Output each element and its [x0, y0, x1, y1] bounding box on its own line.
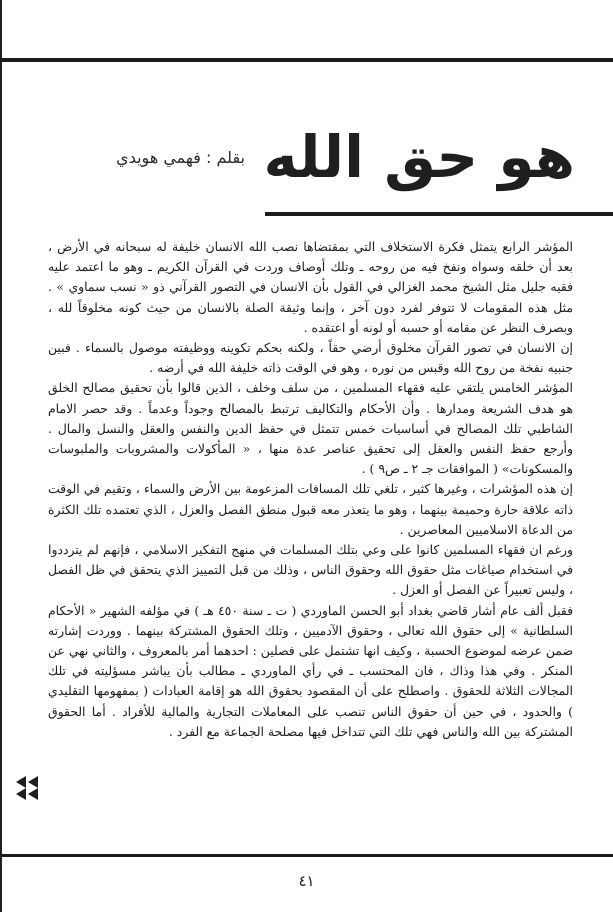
paragraph: إن هذه المؤشرات ، وغيرها كثير ، تلغي تلك المسافات المزعومة بين الأرض والسماء ، وتقيم في الوقت ذاته علاقة حارة وحميمة بينهما ، وهو ما يتعذر معه قبول منطق الفصل والعزل ، الذي تعتمده تلك الكثرة من الدعاة الاسلاميين المعاصرين .: [48, 481, 573, 537]
article-title: هو حق الله: [263, 123, 575, 191]
article-byline: بقلم : فهمي هويدي: [116, 148, 245, 167]
article-header: [35, 118, 575, 218]
article-body: [48, 237, 573, 742]
title-underline-rule: [265, 212, 613, 216]
page-left-border: [0, 0, 2, 912]
bottom-rule: [0, 854, 613, 857]
page-number: ٤١: [298, 872, 315, 890]
triangles-end-mark-icon: [14, 775, 44, 801]
paragraph: فقبل ألف عام أشار قاضي بغداد أبو الحسن الماوردي ( ت ـ سنة ٤٥٠ هـ ) في مؤلفه الشهير « الأحكام السلطانية » إلى حقوق الله تعالى ، وحقوق الآدميين ، وتلك الحقوق المشتركة بينهما . ووردت إشارته ضمن عرضه لموضوع الحسبة ، وكيف انها تشتمل على فصلين : احدهما أمر بالمعروف ، والثاني نهي عن المنكر . وفي هذا وذاك ، فان المحتسب ـ في رأي الماوردي ـ مطالب بأن يباشر مسؤليته في تلك المجالات الثلاثة للحقوق . واصطلح على أن المقصود بحقوق الله هو إقامة العبادات ( بمفهومها التقليدي ) والحدود ، في حين أن حقوق الناس تنصب على المعاملات التجارية والمالية للأفراد . أما الحقوق المشتركة بين الله والناس فهي تلك التي تتداخل فيها مصلحة الجماعة مع الفرد .: [48, 602, 573, 739]
paragraph: المؤشر الرابع يتمثل فكرة الاستخلاف التي بمقتضاها نصب الله الانسان خليفة له سبحانه في الأرض ، بعد أن خلقه وسواه ونفخ فيه من روحه ـ وتلك أوصاف وردت في القرآن الكريم ـ وهو ما اعتمد عليه فقيه جليل مثل الشيخ محمد الغزالي في القول بأن الانسان في التصور القرآني ذو « نسب سماوي » . مثل هذه المقومات لا تتوفر لفرد دون آخر ، وإنما وثيقة الصلة بالانسان من حيث كونه مخلوقاً لله ، وبصرف النظر عن مقامه أو حسبه أو لونه أو اعتقده .: [48, 239, 573, 335]
paragraph: المؤشر الخامس يلتقي عليه فقهاء المسلمين ، من سلف وخلف ، الذين قالوا بأن تحقيق مصالح الخلق هو هدف الشريعة ومدارها . وأن الأحكام والتكاليف ترتبط بالمصالح وجوداً وعدماً . وقد حصر الامام الشاطبي تلك المصالح في أساسيات خمس تتمثل في حفظ الدين والنفس والعقل والنسل والمال . وأرجع حفظ النفس والعقل إلى تحقيق عناصر عدة منها ، « المأكولات والمشروبات والملبوسات والمسكونات» ( الموافقات جـ ٢ ـ ص٩ ) .: [48, 380, 573, 477]
paragraph: إن الانسان في تصور القرآن مخلوق أرضي حقاً ، ولكنه بحكم تكوينه ووظيفته موصول بالسماء . فبين جنبيه نفخة من روح الله وقبس من نوره ، وهو في الوقت ذاته خليفة الله في أرضه .: [48, 340, 573, 376]
paragraph: ورغم ان فقهاء المسلمين كانوا على وعي بتلك المسلمات في منهج التفكير الاسلامي ، فإنهم لم يترددوا في استخدام صياغات مثل حقوق الله وحقوق الناس ، وذلك من قبل التمييز الذي يتحقق في ظل الفصل ، وليس تعبيراً عن الفصل أو العزل .: [48, 542, 573, 598]
top-rule: [0, 58, 613, 62]
triangles-end-mark-icon-svg: [14, 775, 44, 801]
